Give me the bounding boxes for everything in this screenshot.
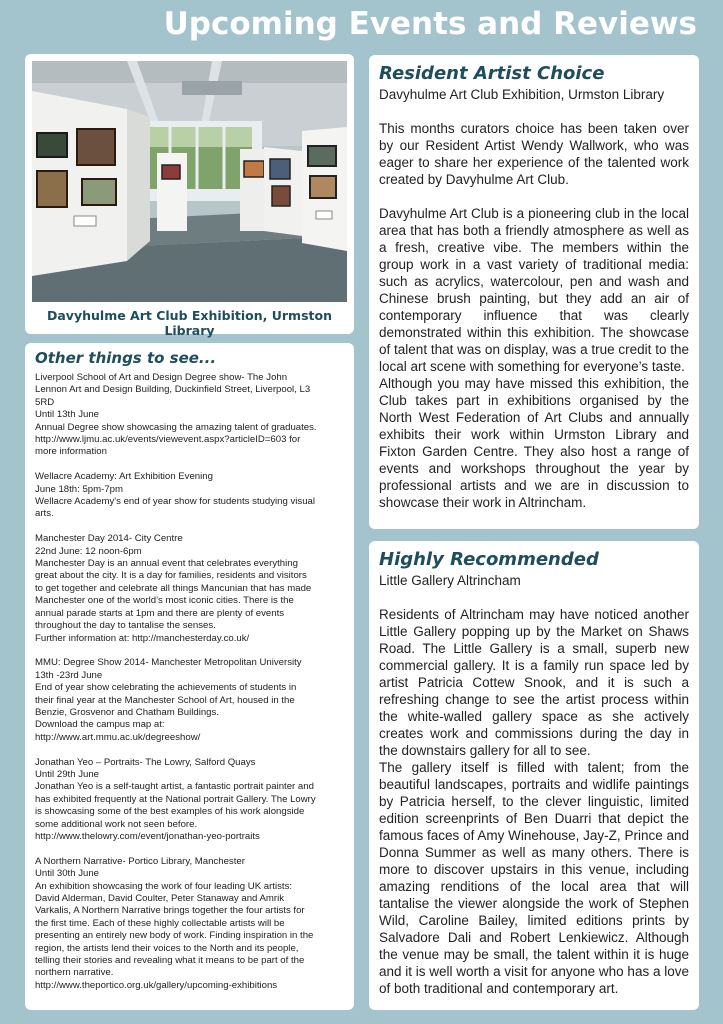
other-things-heading: Other things to see...	[35, 349, 217, 367]
resident-artist-heading: Resident Artist Choice	[379, 63, 605, 84]
event-line: Manchester Day 2014- City Centre	[35, 533, 183, 545]
exhibition-photo	[32, 61, 347, 302]
resident-artist-subheading: Davyhulme Art Club Exhibition, Urmston Library	[379, 87, 665, 102]
event-line: Manchester one of the world’s most iconic cities. There is the	[35, 595, 294, 607]
event-line: Manchester Day is an annual event that celebrates everything	[35, 558, 298, 570]
gallery-interior-image	[32, 61, 347, 302]
event-line: http://www.thelowry.com/event/jonathan-yeo-portraits	[35, 830, 260, 842]
event-item	[35, 657, 348, 744]
other-things-panel	[25, 343, 354, 1010]
event-line: annual parade starts at 1pm and there are plenty of events	[35, 607, 285, 619]
event-line: David Alderman, David Coulter, Peter Stanaway and Amrik	[35, 892, 285, 904]
event-item	[35, 471, 348, 521]
event-line: End of year show celebrating the achievements of students in	[35, 682, 297, 694]
highly-recommended-subheading: Little Gallery Altrincham	[379, 573, 521, 588]
event-line: Until 29th June	[35, 768, 99, 780]
event-line: throughout the day to tantalise the senses.	[35, 620, 216, 632]
resident-paragraph: This months curators choice has been taken over by our Resident Artist Wendy Wallwork, who was eager to share her experience of the talented work created by Davyhulme Art Club.	[379, 121, 689, 187]
event-line: Wellacre Academy: Art Exhibition Evening	[35, 471, 213, 483]
event-line: is showcasing some of the best examples of his work alongside	[35, 806, 305, 818]
event-line: some additional work not seen before.	[35, 818, 198, 830]
recommended-paragraph: Residents of Altrincham may have noticed another Little Gallery popping up by the Market on Shaws Road. The Little Gallery is a small, superb new commercial gallery. It is a family run space led by artist Patricia Cottew Snook, and it is such a refreshing change to see the artist process within the white-walled gallery space as she actively creates work and commissions during the day in the downstairs gallery for all to see.	[379, 607, 689, 758]
event-line: northern narrative.	[35, 967, 114, 979]
event-line: great about the city. It is a day for families, residents and visitors	[35, 570, 307, 582]
event-list	[35, 372, 348, 1005]
resident-artist-body	[379, 120, 689, 511]
event-line: Benzie, Grosvenor and Chatham Buildings.	[35, 706, 219, 718]
event-line: their final year at the Manchester School of Art, housed in the	[35, 694, 295, 706]
photo-caption: Davyhulme Art Club Exhibition, Urmston Library	[47, 308, 332, 338]
event-line: An exhibition showcasing the work of four leading UK artists:	[35, 880, 293, 892]
event-line: Jonathan Yeo is a self-taught artist, a fantastic portrait painter and	[35, 781, 314, 793]
event-line: http://www.art.mmu.ac.uk/degreeshow/	[35, 731, 201, 743]
event-line: Further information at: http://manchesterday.co.uk/	[35, 632, 250, 644]
resident-paragraph: Although you may have missed this exhibition, the Club takes part in exhibitions organised by the North West Federation of Art Clubs and annually exhibits their work within Urmston Library and Fixton Garden Centre. They also host a range of events and workshops throughout the year by professional artists and we are in discussion to showcase their work in Altrincham.	[379, 376, 689, 510]
event-line: A Northern Narrative- Portico Library, Manchester	[35, 855, 245, 867]
page-title: Upcoming Events and Reviews	[163, 6, 697, 42]
event-line: has exhibited frequently at the National portrait Gallery. The Lowry	[35, 793, 316, 805]
event-line: arts.	[35, 508, 54, 520]
resident-paragraph: Davyhulme Art Club is a pioneering club in the local area that has both a friendly atmosphere as well as a fresh, creative vibe. The members within the group work in a vast variety of traditional media: such as acrylics, watercolour, pen and wash and Chinese brush painting, but they add an air of contemporary influence that was clearly demonstrated within this exhibition. The showcase of talent that was on display, was a true credit to the local art scene with something for everyone’s taste.	[379, 206, 689, 374]
event-line: telling their stories and revealing what it means to be part of the	[35, 955, 305, 967]
recommended-paragraph: The gallery itself is filled with talent; from the beautiful landscapes, portraits and widlife paintings by Patricia herself, to the clever linguistic, limited edition screenprints of Ben Duarri that depict the famous faces of Amy Winehouse, Jay-Z, Prince and Donna Summer as well as many others. There is more to discover upstairs in this venue, including amazing renditions of the local area that will tantalise the viewer alongside the work of Stephen Wild, Caroline Bailey, limited editions prints by Salvadore Dali and Robert Lenkiewicz. Although the venue may be small, the talent within it is huge and it is well worth a visit for anyone who has a love of both traditional and contemporary art.	[379, 760, 689, 996]
event-line: Until 30th June	[35, 868, 99, 880]
highly-recommended-panel	[369, 541, 699, 1010]
event-line: the first time. Each of these highly collectable artists will be	[35, 917, 285, 929]
resident-artist-panel	[369, 55, 699, 529]
event-line: Wellacre Academy's end of year show for students studying visual	[35, 496, 316, 508]
event-line: more information	[35, 446, 107, 458]
photo-panel	[25, 54, 354, 338]
event-item	[35, 757, 348, 844]
event-line: Jonathan Yeo – Portraits- The Lowry, Salford Quays	[35, 756, 256, 768]
event-line: Until 13th June	[35, 409, 99, 421]
event-line: Annual Degree show showcasing the amazing talent of graduates.	[35, 421, 317, 433]
event-line: June 18th: 5pm-7pm	[35, 483, 123, 495]
event-item	[35, 372, 348, 459]
event-line: presenting an entirely new body of work. Finding inspiration in the	[35, 930, 314, 942]
event-line: region, the artists lend their voices to the North and its people,	[35, 942, 299, 954]
highly-recommended-heading: Highly Recommended	[379, 549, 599, 570]
event-line: Liverpool School of Art and Design Degree show- The John	[35, 372, 288, 383]
event-item	[35, 856, 348, 992]
event-line: http://www.theportico.org.uk/gallery/upcoming-exhibitions	[35, 979, 278, 991]
event-item	[35, 533, 348, 645]
event-line: Download the campus map at:	[35, 719, 165, 731]
event-line: Lennon Art and Design Building, Duckinfield Street, Liverpool, L3	[35, 384, 311, 396]
event-line: 13th -23rd June	[35, 669, 103, 681]
highly-recommended-body	[379, 606, 689, 997]
event-line: 5RD	[35, 396, 55, 408]
event-line: to get together and celebrate all things Mancunian that has made	[35, 582, 312, 594]
event-line: http://www.ljmu.ac.uk/events/viewevent.aspx?articleID=603 for	[35, 434, 301, 446]
event-line: 22nd June: 12 noon-6pm	[35, 545, 142, 557]
event-line: Varkalis, A Northern Narrative brings together the four artists for	[35, 905, 305, 917]
event-line: MMU: Degree Show 2014- Manchester Metropolitan University	[35, 657, 302, 669]
